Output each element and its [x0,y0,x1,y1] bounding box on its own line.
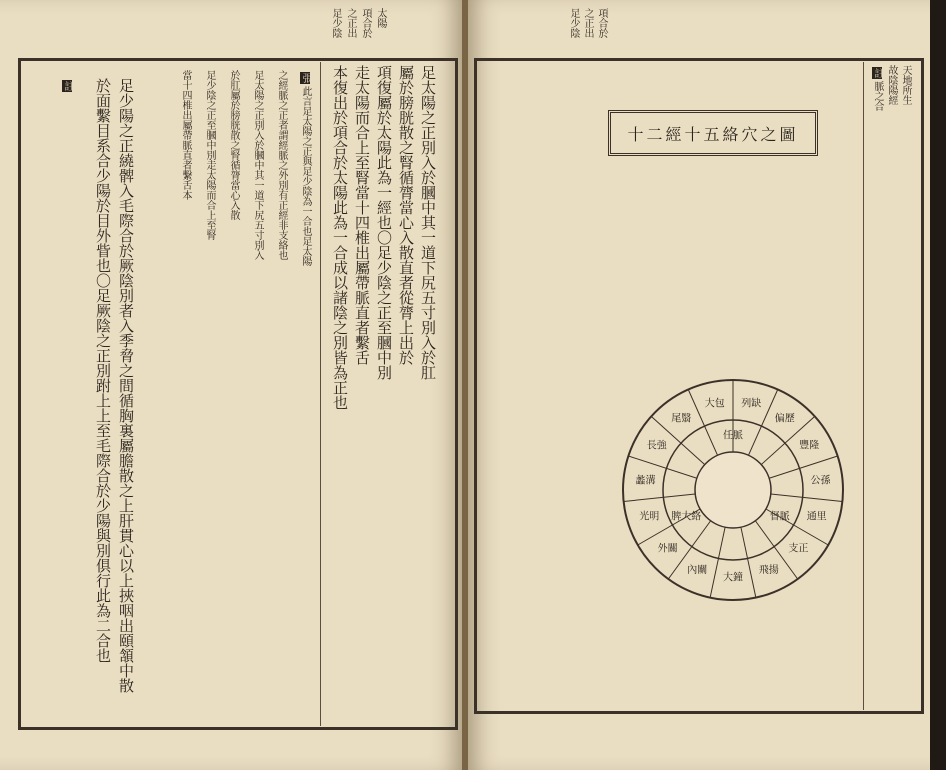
wheel-spoke [771,494,843,502]
commentary-tag: 張 [300,73,311,83]
wheel-ring-label: 大鐘 [723,572,743,584]
wheel-ring-label: 內關 [687,564,708,576]
main-column-3: 項復屬於太陽此為一經也〇足少陰之正至膕中別 [375,65,393,380]
wheel-ring-label: 外關 [657,543,678,555]
main-column-6: 足少陽之正繞髀入毛際合於厥陰別者入季脅之間循胸裏屬膽散之上肝貫心以上挾咽出頤頷中散 [117,78,135,693]
wheel-spoke [741,527,756,597]
right-page [468,0,930,770]
wheel-ring-label: 偏歷 [774,413,795,425]
margin-note-2: 故陰陽經 [886,65,897,105]
main-column-1: 足太陽之正別入於膕中其一道下尻五寸別入於肛 [419,65,437,380]
main-column-7: 於面繫目系合少陽於目外眥也〇足厥陰之正別跗上上至毛際合於少陽與別俱行此為二合也 [94,78,112,663]
wheel-spoke [710,527,725,597]
commentary-4: 於肛屬於膀胱散之腎循膂當心入散 [228,70,239,220]
commentary-7: 註 [62,81,73,91]
header-note-3: 項合於 [360,8,371,38]
margin-note-1: 天地所生 [900,65,911,105]
commentary-5: 足少陰之正至膕中別走太陽而合上至腎 [204,70,215,240]
wheel-ring-label: 通里 [806,511,827,523]
commentary-6: 當十四椎出屬帶脈直者繫舌本 [180,70,191,200]
wheel-ring-label: 長強 [646,440,667,452]
wheel-ring-label: 列缺 [741,398,762,410]
main-column-5: 本復出於項合於太陽此為一合成以諸陰之別皆為正也 [331,65,349,410]
wheel-ring-label: 大包 [704,398,725,410]
main-column-4: 走太陽而合上至腎當十四椎出屬帶脈直者繫舌 [353,65,371,365]
wheel-ring-label: 尾翳 [671,413,692,425]
wheel-ring-label: 蠡溝 [635,475,656,487]
header-note-1: 足少陰 [330,8,341,38]
commentary-2: 之經脈之正者謂經脈之外別有正經非支絡也 [276,70,287,260]
wheel-ring-label: 公孫 [810,475,831,487]
margin-note-3: 註脈之合 [872,68,883,111]
right-header-note-3: 項合於 [596,8,607,38]
left-page [0,0,462,770]
header-note-4: 太陽 [375,8,386,28]
wheel-center-label: 脾大絡 [671,511,702,523]
commentary-3: 足太陽之正別入於膕中其一道下尻五寸別入 [252,70,263,260]
right-header-note-1: 足少陰 [568,8,579,38]
meridian-wheel-diagram [618,375,848,605]
wheel-center-label: 任脈 [723,430,743,442]
main-column-2: 屬於膀胱散之腎循膂當心入散直者從膂上出於 [397,65,415,365]
wheel-ring-label: 豐隆 [799,440,820,452]
wheel-ring-label: 飛揚 [758,564,779,576]
wheel-ring-label: 光明 [639,511,660,523]
wheel-ring-label: 支正 [788,543,809,555]
wheel-center-label: 督脈 [769,511,790,523]
commentary-1: 張此言足太陽之正與足少陰為一合也足太陽 [300,73,311,266]
diagram-title: 十二經十五絡穴之圖 [608,110,818,156]
page-edge [930,0,946,770]
right-header-note-2: 之正出 [582,8,593,38]
wheel-spoke [624,494,696,502]
header-note-2: 之正出 [345,8,356,38]
